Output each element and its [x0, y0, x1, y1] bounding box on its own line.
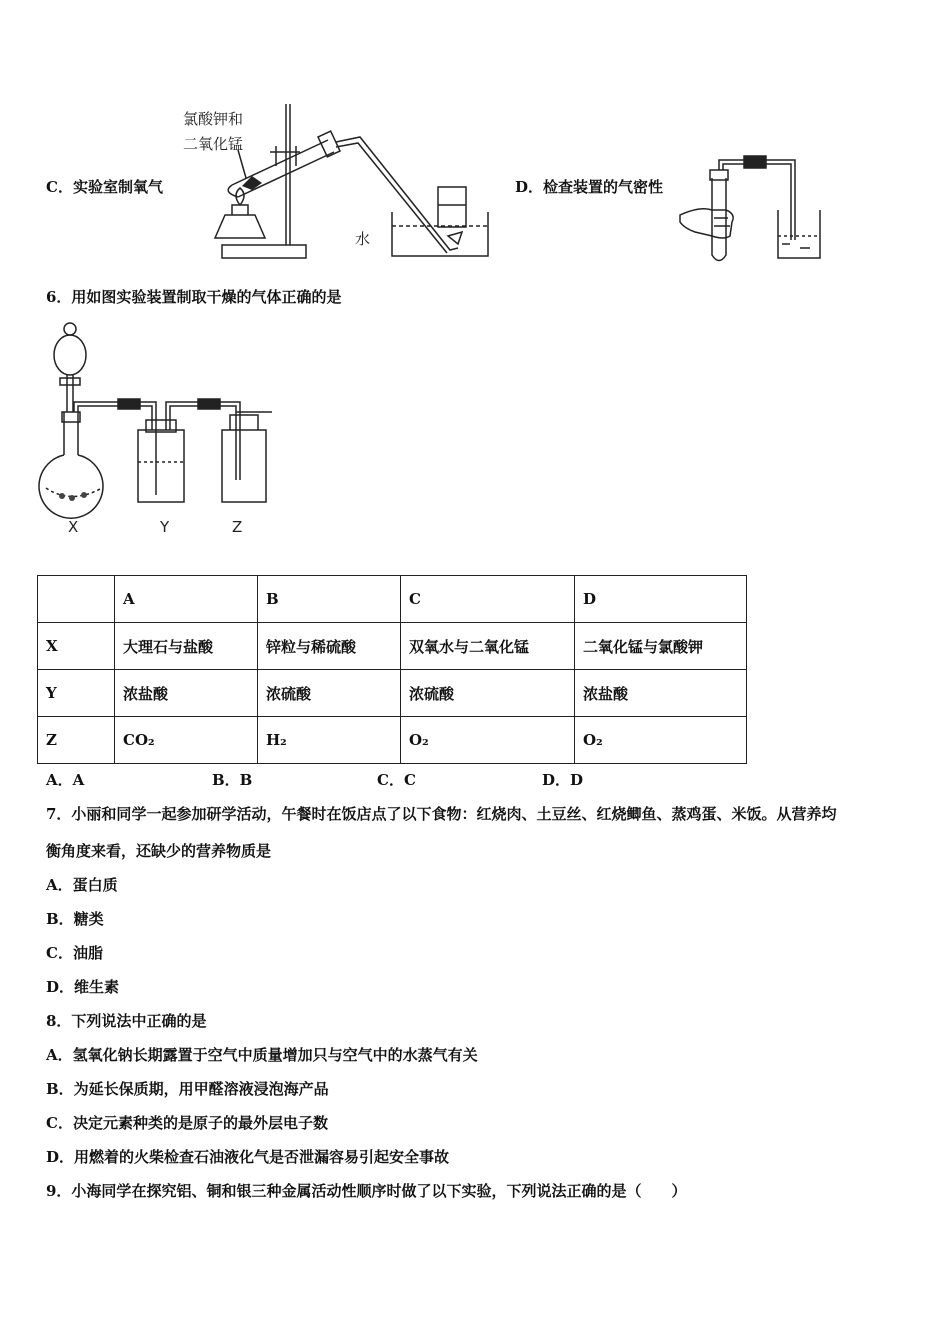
q7-stem-line-2: 衡角度来看，还缺少的营养物质是 — [46, 842, 272, 860]
table-cell: 浓硫酸 — [258, 670, 401, 717]
fig6-label-z: Z — [232, 518, 243, 536]
table-row — [38, 717, 747, 764]
fig6-separatory-funnel — [54, 335, 86, 375]
fig6-funnel-stopper — [64, 323, 76, 335]
fig-c-reagent-label-2: 二氧化锰 — [183, 135, 244, 153]
q8-option-c[interactable]: C．决定元素种类的是原子的最外层电子数 — [46, 1114, 328, 1132]
table-header-a: A — [115, 576, 258, 623]
q6-option-a[interactable]: A．A — [46, 771, 85, 789]
fig6-bottle-z — [222, 430, 266, 502]
fig-c-reagent-label-1: 氯酸钾和 — [183, 110, 244, 128]
fig6-flask-neck — [64, 412, 78, 455]
fig6-bottle-y — [138, 430, 184, 502]
q6-apparatus-figure — [0, 0, 950, 560]
table-cell: X — [38, 623, 115, 670]
q6-option-b[interactable]: B．B — [212, 771, 253, 789]
q7-option-a[interactable]: A．蛋白质 — [46, 876, 118, 894]
table-cell: 浓盐酸 — [115, 670, 258, 717]
fig6-tube-y-z — [166, 402, 240, 480]
q6-option-d[interactable]: D．D — [542, 771, 584, 789]
table-header-b: B — [258, 576, 401, 623]
q6-option-c[interactable]: C．C — [377, 771, 416, 789]
q5-option-c[interactable]: C．实验室制氧气 — [46, 178, 163, 196]
q8-option-d[interactable]: D．用燃着的火柴检查石油液化气是否泄漏容易引起安全事故 — [46, 1148, 450, 1166]
q7-stem-line-1: 7．小丽和同学一起参加研学活动，午餐时在饭店点了以下食物：红烧肉、土豆丝、红烧鲫鱼、蒸鸡蛋、米饭。从营养均 — [46, 805, 837, 823]
q6-stem: 6．用如图实验装置制取干燥的气体正确的是 — [46, 288, 342, 306]
table-cell: 大理石与盐酸 — [115, 623, 258, 670]
table-row — [38, 623, 747, 670]
table-cell: 浓硫酸 — [401, 670, 575, 717]
table-cell: Y — [38, 670, 115, 717]
table-cell: O₂ — [401, 717, 575, 764]
table-cell — [38, 576, 115, 623]
table-cell: CO₂ — [115, 717, 258, 764]
q8-option-a[interactable]: A．氢氧化钠长期露置于空气中质量增加只与空气中的水蒸气有关 — [46, 1046, 478, 1064]
q8-stem: 8．下列说法中正确的是 — [46, 1012, 207, 1030]
table-row — [38, 576, 747, 623]
table-cell: 二氧化锰与氯酸钾 — [575, 623, 747, 670]
fig6-flask-x — [39, 455, 103, 518]
q9-stem: 9．小海同学在探究铝、铜和银三种金属活动性顺序时做了以下实验，下列说法正确的是（ ） — [46, 1182, 687, 1200]
q7-option-c[interactable]: C．油脂 — [46, 944, 103, 962]
table-header-d: D — [575, 576, 747, 623]
table-row — [38, 670, 747, 717]
table-cell: O₂ — [575, 717, 747, 764]
q7-option-d[interactable]: D．维生素 — [46, 978, 120, 996]
table-cell: 双氧水与二氧化锰 — [401, 623, 575, 670]
fig6-stopcock — [60, 378, 80, 385]
table-cell: Z — [38, 717, 115, 764]
table-header-c: C — [401, 576, 575, 623]
q6-options-table — [37, 575, 747, 764]
q7-option-b[interactable]: B．糖类 — [46, 910, 104, 928]
fig6-label-y: Y — [160, 518, 170, 536]
table-cell: H₂ — [258, 717, 401, 764]
fig-c-water-label: 水 — [355, 230, 371, 248]
table-cell: 锌粒与稀硫酸 — [258, 623, 401, 670]
q5-option-d[interactable]: D．检查装置的气密性 — [515, 178, 664, 196]
fig6-joint-2 — [198, 399, 220, 409]
fig6-label-x: X — [68, 518, 79, 536]
q8-option-b[interactable]: B．为延长保质期，用甲醛溶液浸泡海产品 — [46, 1080, 329, 1098]
table-cell: 浓盐酸 — [575, 670, 747, 717]
fig6-joint-1 — [118, 399, 140, 409]
